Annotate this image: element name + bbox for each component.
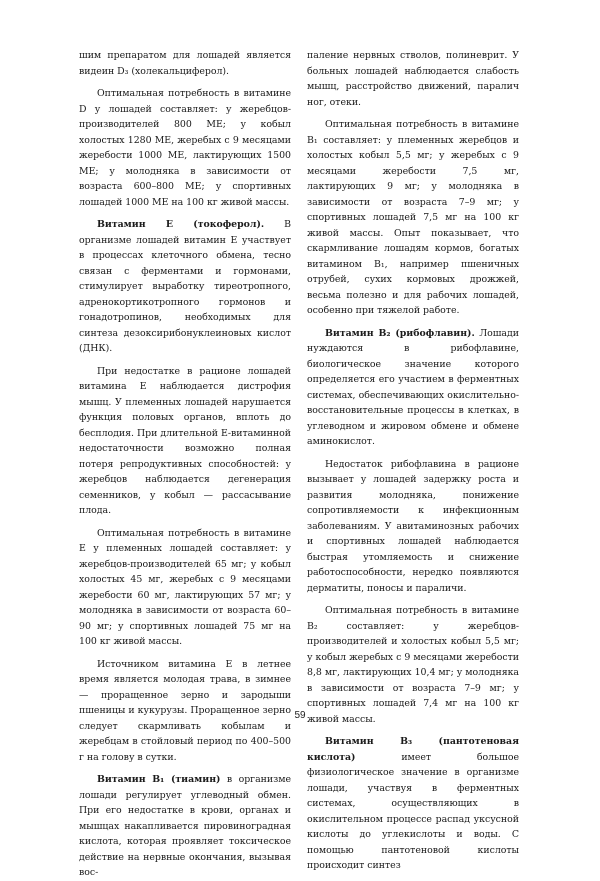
paragraph-text: Недостаток рибофлавина в рационе вызывает у лошадей задержку роста и развития молодняка, понижение сопротивляемости к инфекционным заболеваниям. У авитаминозных рабочих и спортивных лошадей наблюдается быстрая утомляемость и снижение работоспособности, нередко появляются дерматиты, поносы и параличи. bbox=[307, 458, 519, 594]
paragraph-text: имеет большое физиологическое значение в организме лошади, участвуя в ферментных системах, осуществляющих в окислительном процессе распад уксусной кислоты до углекислоты и воды. С помощью пантотеновой кислоты происходит синтез bbox=[307, 751, 519, 871]
paragraph-text: в организме лошади регулирует углеводный обмен. При его недостатке в крови, органах и мышцах накапливается пировиноградная кислота, которая проявляет токсическое действие на нервные окончания, вызывая вос- bbox=[79, 774, 291, 878]
paragraph bbox=[307, 603, 519, 727]
paragraph-text: Источником витамина Е в летнее время является молодая трава, в зимнее — проращенное зерно и зародыши пшеницы и кукурузы. Проращенное зерно следует скармливать кобылам и жеребцам в стойловый период по 400–500 г на голову в сутки. bbox=[79, 658, 291, 763]
paragraph bbox=[307, 48, 519, 110]
paragraph-text: Оптимальная потребность в витамине B₂ составляет: у жеребцов-производителей и холостых кобыл 5,5 мг; у кобыл жеребых с 9 месяцами жеребости 8,8 мг, лактирующих 10,4 мг; у молодняка в зависимости от возраста 7–9 мг; у спортивных лошадей 7,4 мг на 100 кг живой массы. bbox=[307, 605, 519, 725]
vitamin-b3-heading: Витамин B₃ (пантотеновая кислота) bbox=[307, 736, 519, 763]
paragraph bbox=[79, 217, 291, 357]
paragraph-text: При недостатке в рационе лошадей витамина Е наблюдается дистрофия мышц. У племенных лошадей нарушается функция половых органов, вплоть до бесплодия. При длительной Е-витаминной недостаточности возможно полная потеря репродуктивных способностей: у жеребцов наблюдается дегенерация семенников, у кобыл — рассасывание плода. bbox=[79, 365, 291, 516]
paragraph bbox=[307, 117, 519, 319]
paragraph-text: В организме лошадей витамин Е участвует в процессах клеточного обмена, тесно связан с ферментами и гормонами, стимулирует выработку тиреотропного, адренокортикотропного гормонов и гонадотропинов, необходимых для синтеза дезоксирибонуклеиновых кислот (ДНК). bbox=[79, 219, 291, 354]
paragraph-text: Оптимальная потребность в витамине B₁ составляет: у племенных жеребцов и холостых кобыл 5,5 мг; у жеребых с 9 месяцами жеребости 7,5 мг, лактирующих 9 мг; у молодняка в зависимости от возраста 7–9 мг; у спортивных лошадей 7,5 мг на 100 кг живой массы. Опыт показывает, что скармливание лошадям кормов, богатых витамином B₁, например пшеничных отрубей, сухих кормовых дрожжей, весьма полезно и для рабочих лошадей, особенно при тяжелой работе. bbox=[307, 119, 519, 316]
paragraph bbox=[79, 526, 291, 650]
paragraph-text: Лошади нуждаются в рибофлавине, биологическое значение которого определяется его участием в ферментных системах, обеспечивающих окислительно-восстановительные процессы в клетках, в углеводном и жировом обмене и обмене аминокислот. bbox=[307, 327, 519, 447]
paragraph bbox=[79, 86, 291, 210]
vitamin-e-heading: Витамин Е (токоферол). bbox=[97, 219, 265, 230]
vitamin-b2-heading: Витамин B₂ (рибофлавин). bbox=[325, 327, 475, 339]
paragraph bbox=[307, 734, 519, 874]
paragraph bbox=[79, 364, 291, 519]
paragraph bbox=[79, 772, 291, 881]
page-number: 59 bbox=[294, 710, 306, 721]
paragraph bbox=[307, 326, 519, 450]
paragraph bbox=[307, 457, 519, 597]
paragraph-text: шим препаратом для лошадей является видеин D₃ (холекальциферол). bbox=[79, 50, 291, 77]
paragraph-text: Оптимальная потребность в витамине Е у племенных лошадей составляет: у жеребцов-производителей 65 мг; у кобыл холостых 45 мг, жеребых с 9 месяцами жеребости 60 мг, лактирующих 57 мг; у молодняка в зависимости от возраста 60–90 мг; у спортивных лошадей 75 мг на 100 кг живой массы. bbox=[79, 527, 291, 647]
paragraph-text: паление нервных стволов, полиневрит. У больных лошадей наблюдается слабость мышц, расстройство движений, паралич ног, отеки. bbox=[307, 50, 519, 108]
left-column bbox=[79, 48, 291, 881]
paragraph bbox=[79, 48, 291, 79]
vitamin-b1-heading: Витамин B₁ (тиамин) bbox=[97, 774, 221, 785]
paragraph-text: Оптимальная потребность в витамине D у лошадей составляет: у жеребцов-производителей 800 МЕ; у кобыл холостых 1280 МЕ, жеребых с 9 месяцами жеребости 1000 МЕ, лактирующих 1500 МЕ; у молодняка в зависимости от возраста 600–800 МЕ; у спортивных лошадей 1000 МЕ на 100 кг живой массы. bbox=[79, 88, 291, 208]
